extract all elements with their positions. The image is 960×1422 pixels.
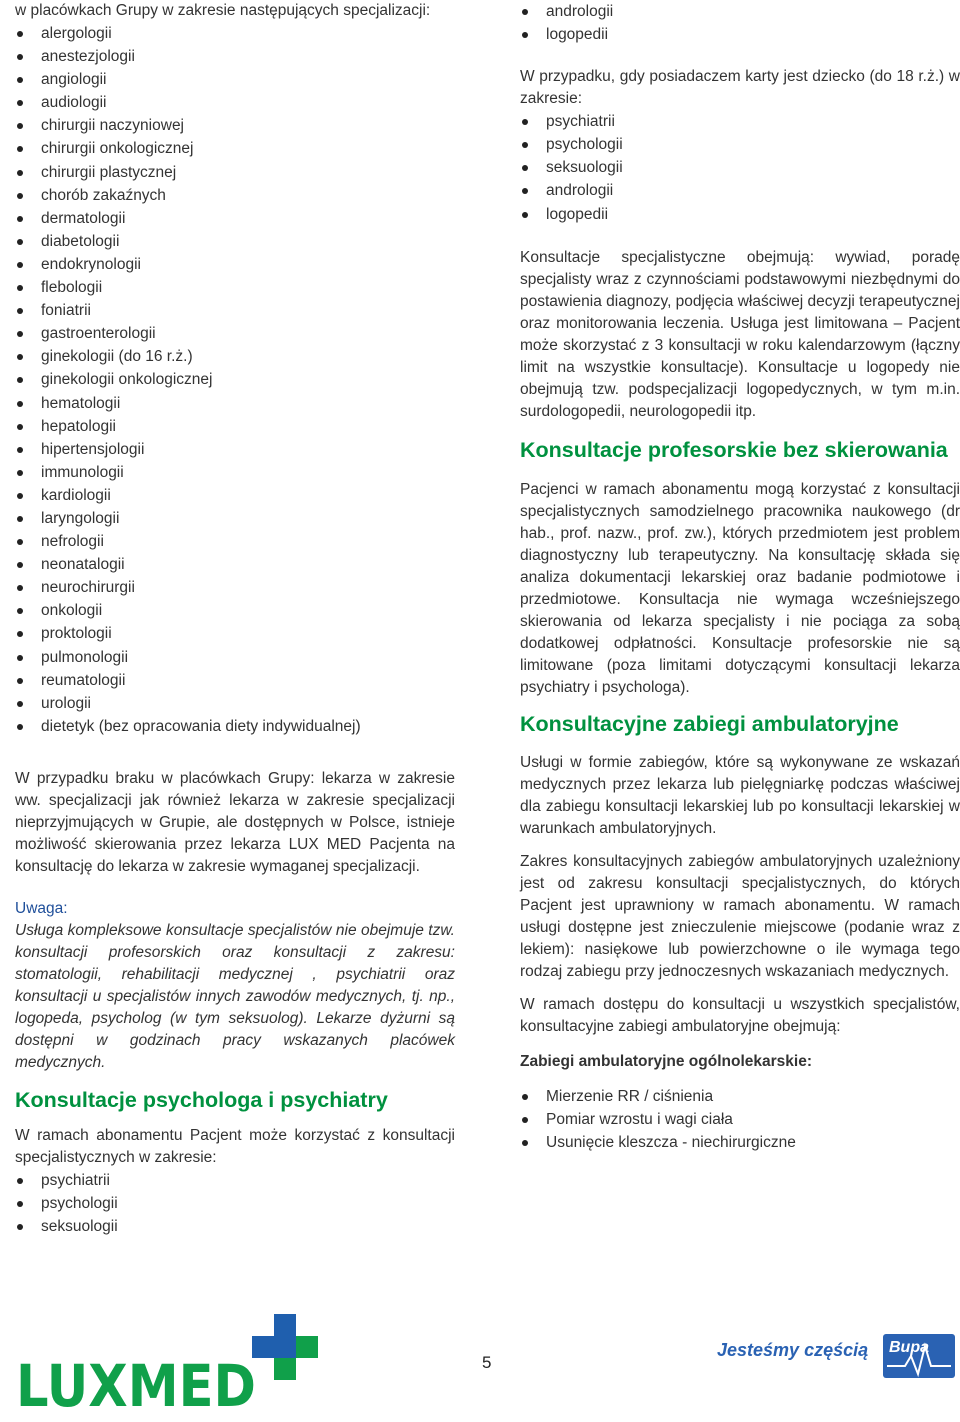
child-list-item: seksuologii <box>520 156 960 179</box>
specialization-item: audiologii <box>15 91 455 114</box>
intro-text: w placówkach Grupy w zakresie następujących specjalizacji: <box>15 2 431 19</box>
cross-icon <box>252 1314 318 1380</box>
specialization-item: dermatologii <box>15 207 455 230</box>
specialization-item: hematologii <box>15 392 455 415</box>
specialization-item: onkologii <box>15 599 455 622</box>
psych-heading: Konsultacje psychologa i psychiatry <box>15 1087 388 1112</box>
specialization-item: laryngologii <box>15 507 455 530</box>
consult-paragraph: Konsultacje specjalistyczne obejmują: wywiad, poradę specjalisty wraz z czynnościami podstawowymi niezbędnymi do postawienia diagnozy, podjęcia właściwej decyzji terapeutycznej oraz monitorowania leczenia. Usługa jest limitowana – Pacjent może skorzystać z 3 konsultacji w roku kalendarzowym (łączny limit na wszystkie konsultacje). Konsultacje u logopedy nie obejmują tzw. podspecjalizacji logopedycznych, w tym m.in. surdologopedii, neurologopedii itp. <box>520 248 960 420</box>
psych-list-item: psychiatrii <box>15 1169 455 1192</box>
luxmed-logo-text: LUXMED <box>16 1352 256 1412</box>
specialization-item: neonatalogii <box>15 553 455 576</box>
note-text: Usługa kompleksowe konsultacje specjalistów nie obejmuje tzw. konsultacji profesorskich oraz konsultacji z zakresu: stomatologii, rehabilitacji medycznej , psychiatrii oraz konsultacji u specjalistów innych zawodów medycznych, tj. np., logopeda, psycholog (w tym seksuolog). Lekarze dyżurni są dostępni w godzinach pracy wskazanych placówek medycznych. <box>15 921 455 1071</box>
general-list <box>520 1085 960 1154</box>
left-column <box>15 0 455 1238</box>
page-footer <box>0 1300 960 1422</box>
specialization-item: alergologii <box>15 22 455 45</box>
page-number: 5 <box>482 1353 492 1372</box>
specialization-item: hipertensjologii <box>15 438 455 461</box>
specialization-item: chirurgii onkologicznej <box>15 137 455 160</box>
psych-list-item: psychologii <box>15 1192 455 1215</box>
psych-list-continued <box>520 0 960 46</box>
general-list-item: Pomiar wzrostu i wagi ciała <box>520 1108 960 1131</box>
specialization-item: urologii <box>15 692 455 715</box>
specialization-item: proktologii <box>15 622 455 645</box>
specialization-item: gastroenterologii <box>15 322 455 345</box>
psych-list <box>15 1169 455 1238</box>
specialization-item: hepatologii <box>15 415 455 438</box>
specialization-item: chorób zakaźnych <box>15 184 455 207</box>
luxmed-logo <box>12 1312 342 1412</box>
specialization-item: flebologii <box>15 276 455 299</box>
specialization-item: chirurgii naczyniowej <box>15 114 455 137</box>
psych-list-item: seksuologii <box>15 1215 455 1238</box>
amb-paragraph-2: Zakres konsultacyjnych zabiegów ambulatoryjnych uzależniony jest od zakresu konsultacji specjalistycznych, do których Pacjent jest uprawniony w ramach abonamentu. W ramach usługi dostępne jest znieczulenie miejscowe (podanie wraz z lekiem): nasiękowe lub powierzchowne o ile wymaga tego rodzaj zabiegu przy jednoczesnych wskazaniach medycznych. <box>520 852 960 980</box>
child-intro: W przypadku, gdy posiadaczem karty jest dziecko (do 18 r.ż.) w zakresie: <box>520 68 960 108</box>
specialization-item: nefrologii <box>15 530 455 553</box>
specialization-item: dietetyk (bez opracowania diety indywidualnej) <box>15 715 455 738</box>
bupa-slogan-logo <box>715 1320 960 1400</box>
psych-intro: W ramach abonamentu Pacjent może korzystać z konsultacji specjalistycznych w zakresie: <box>15 1126 455 1166</box>
slogan-text: Jesteśmy częścią <box>717 1340 869 1360</box>
specialization-item: neurochirurgii <box>15 576 455 599</box>
child-list-item: psychiatrii <box>520 110 960 133</box>
specialization-item: pulmonologii <box>15 646 455 669</box>
psych-list-item: andrologii <box>520 0 960 23</box>
right-column <box>520 0 960 1154</box>
child-list-item: andrologii <box>520 179 960 202</box>
general-list-item: Usunięcie kleszcza - niechirurgiczne <box>520 1131 960 1154</box>
specializations-list <box>15 22 455 738</box>
specialization-item: anestezjologii <box>15 45 455 68</box>
amb-paragraph-3: W ramach dostępu do konsultacji u wszystkich specjalistów, konsultacyjne zabiegi ambulatoryjne obejmują: <box>520 995 960 1035</box>
specialization-item: ginekologii (do 16 r.ż.) <box>15 345 455 368</box>
lack-paragraph: W przypadku braku w placówkach Grupy: lekarza w zakresie ww. specjalizacji jak również lekarza w zakresie specjalizacji nieprzyjmujących w Grupie, ale dostępnych w Polsce, istnieje możliwość skierowania przez lekarza LUX MED Pacjenta na konsultację do lekarza w zakresie wymaganej specjalizacji. <box>15 769 455 875</box>
child-list <box>520 110 960 225</box>
prof-paragraph: Pacjenci w ramach abonamentu mogą korzystać z konsultacji specjalistycznych samodzielnego pracownika naukowego (dr hab., prof. nazw., prof. zw.), których przedmiotem jest problem diagnostyczny lub terapeutyczny. Na konsultację składa się analiza dokumentacji lekarskiej oraz badanie podmiotowe i przedmiotowe. Konsultacja nie wymaga wcześniejszego skierowania od lekarza specjalisty i nie pociąga za sobą dodatkowej odpłatności. Konsultacje profesorskie nie są limitowane (poza limitami dotyczącymi konsultacji lekarza psychiatry i psychologa). <box>520 480 960 696</box>
specialization-item: foniatrii <box>15 299 455 322</box>
child-list-item: psychologii <box>520 133 960 156</box>
child-list-item: logopedii <box>520 203 960 226</box>
prof-heading: Konsultacje profesorskie bez skierowania <box>520 437 948 462</box>
general-heading: Zabiegi ambulatoryjne ogólnolekarskie: <box>520 1052 812 1070</box>
specialization-item: kardiologii <box>15 484 455 507</box>
specialization-item: diabetologii <box>15 230 455 253</box>
amb-paragraph-1: Usługi w formie zabiegów, które są wykonywane ze wskazań medycznych przez lekarza lub pielęgniarkę podczas właściwej dla zabiegu konsultacji lekarskiej lub po konsultacji lekarskiej w warunkach ambulatoryjnych. <box>520 753 960 837</box>
specialization-item: endokrynologii <box>15 253 455 276</box>
specialization-item: immunologii <box>15 461 455 484</box>
specialization-item: ginekologii onkologicznej <box>15 368 455 391</box>
general-list-item: Mierzenie RR / ciśnienia <box>520 1085 960 1108</box>
bupa-text: Bupa <box>889 1339 929 1356</box>
note-label: Uwaga: <box>15 899 68 917</box>
specialization-item: chirurgii plastycznej <box>15 161 455 184</box>
amb-heading: Konsultacyjne zabiegi ambulatoryjne <box>520 711 899 736</box>
psych-list-item: logopedii <box>520 23 960 46</box>
specialization-item: reumatologii <box>15 669 455 692</box>
specialization-item: angiologii <box>15 68 455 91</box>
